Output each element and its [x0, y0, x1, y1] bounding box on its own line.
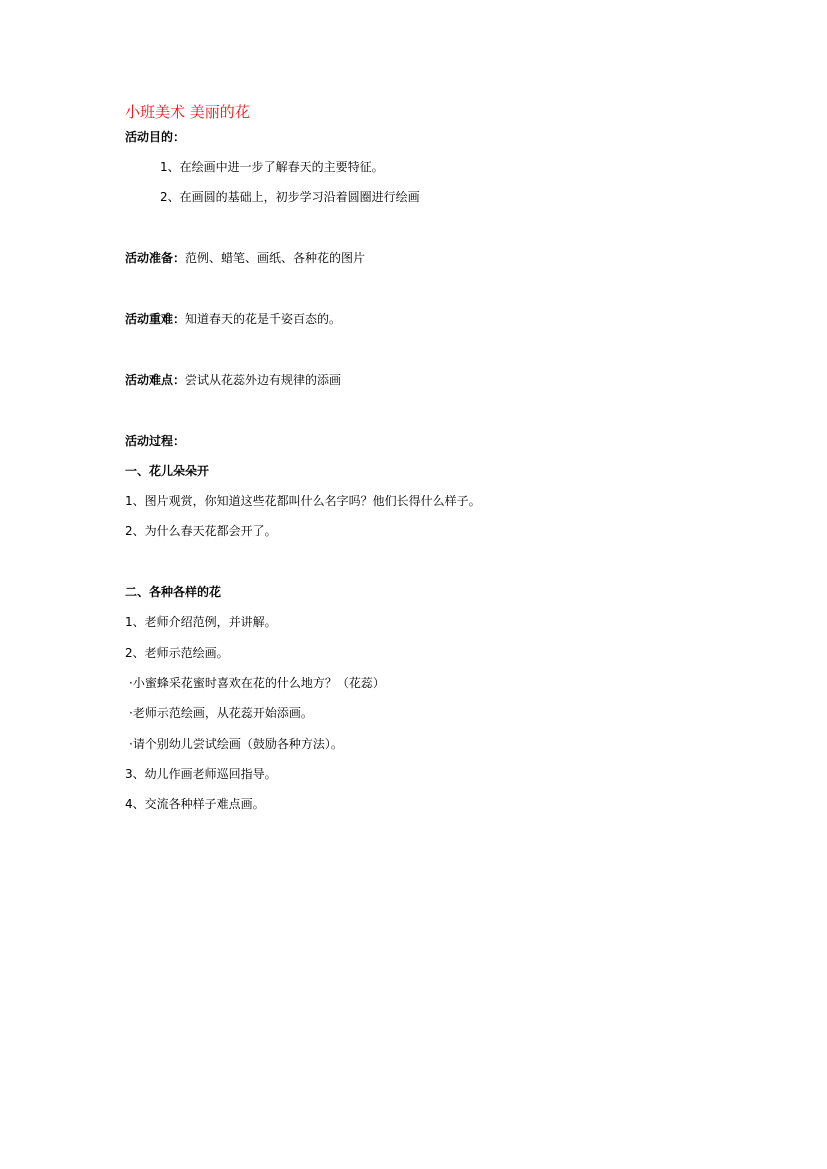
prep-line	[125, 250, 365, 266]
section2-item-2: 2、老师示范绘画。	[125, 646, 229, 660]
goal-label: 活动目的：	[125, 130, 186, 144]
section2-heading: 二、各种各样的花	[125, 585, 222, 599]
prep-text: 范例、蜡笔、画纸、各种花的图片	[185, 251, 366, 265]
section2-bullet-1: ·小蜜蜂采花蜜时喜欢在花的什么地方？（花蕊）	[129, 676, 385, 690]
difficulty-text: 尝试从花蕊外边有规律的添画	[185, 373, 342, 387]
difficulty-line	[125, 372, 341, 388]
focus-text: 知道春天的花是千姿百态的。	[185, 312, 342, 326]
difficulty-label: 活动难点：	[125, 373, 186, 387]
document-title: 小班美术 美丽的花	[125, 103, 250, 121]
section2-bullet-2: ·老师示范绘画，从花蕊开始添画。	[129, 706, 313, 720]
section2-bullet-3: ·请个别幼儿尝试绘画（鼓励各种方法）。	[129, 737, 343, 751]
section2-item-4: 4、交流各种样子难点画。	[125, 797, 265, 811]
prep-label: 活动准备：	[125, 251, 186, 265]
section2-item-3: 3、幼儿作画老师巡回指导。	[125, 767, 277, 781]
section1-item-1: 1、图片观赏，你知道这些花都叫什么名字吗？他们长得什么样子。	[125, 494, 481, 508]
goal-item-1: 1、在绘画中进一步了解春天的主要特征。	[160, 160, 384, 174]
focus-line	[125, 311, 341, 327]
section1-item-2: 2、为什么春天花都会开了。	[125, 524, 277, 538]
process-label: 活动过程：	[125, 434, 186, 448]
section2-item-1: 1、老师介绍范例，并讲解。	[125, 615, 277, 629]
goal-item-2: 2、在画圆的基础上，初步学习沿着圆圈进行绘画	[160, 190, 420, 204]
section1-heading: 一、花儿朵朵开	[125, 464, 210, 478]
focus-label: 活动重难：	[125, 312, 186, 326]
